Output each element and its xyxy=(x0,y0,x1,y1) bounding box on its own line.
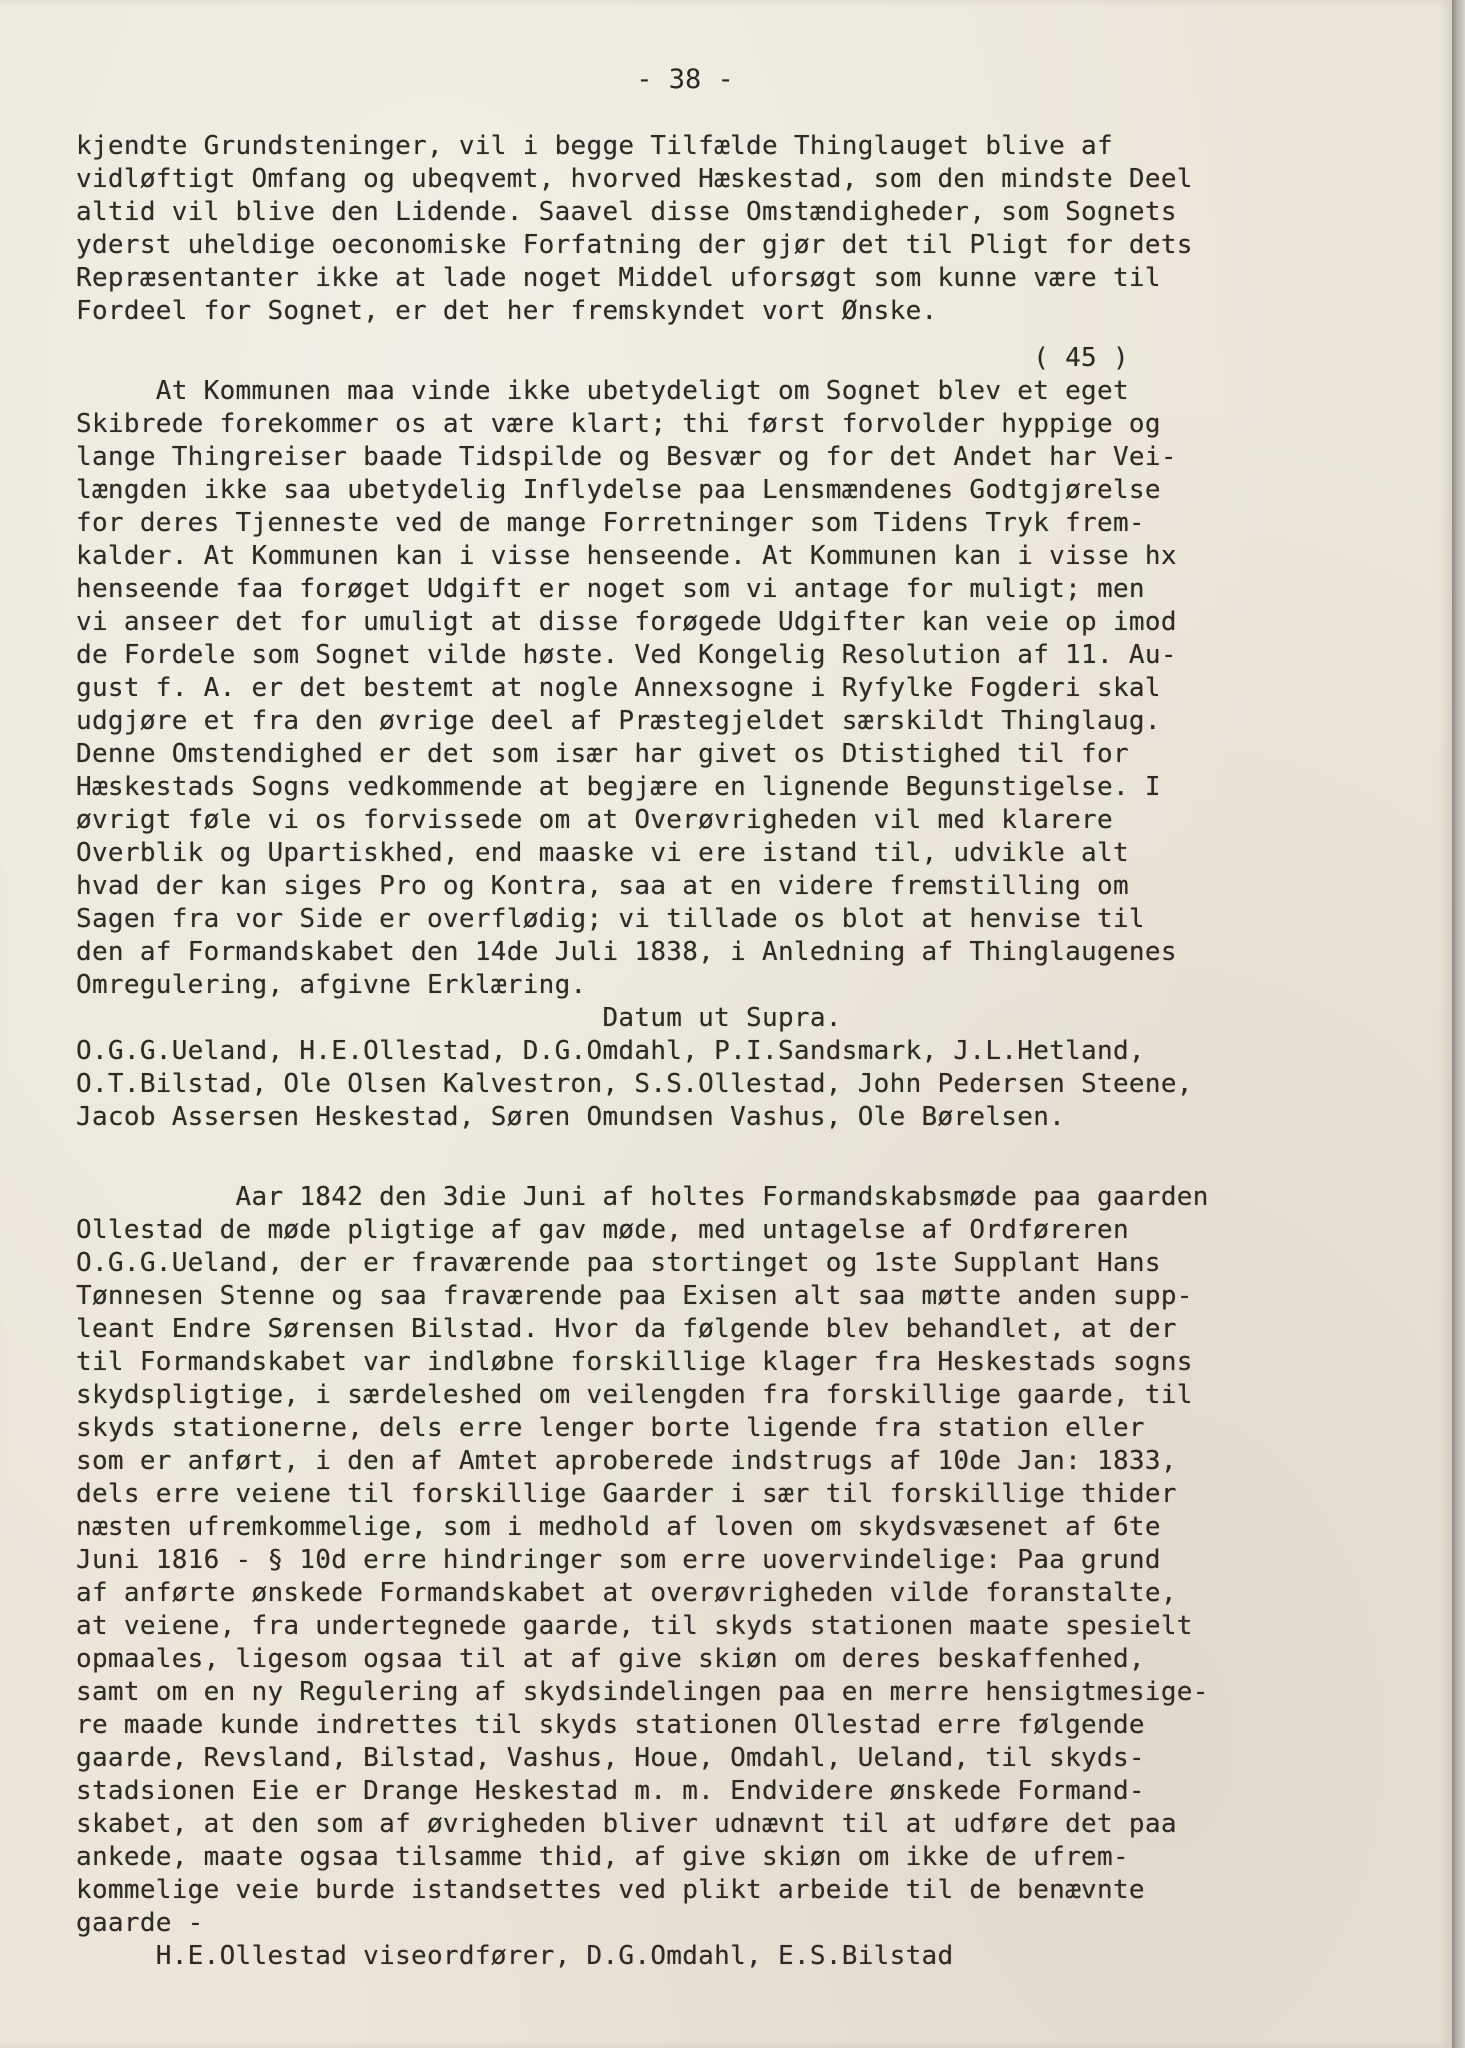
signature-block xyxy=(76,1002,1446,1134)
text-line: opmaales, ligesom ogsaa til at af give skiøn om deres beskaffenhed, xyxy=(76,1644,1145,1674)
text-line: hvad der kan siges Pro og Kontra, saa at en videre fremstilling om xyxy=(76,871,1129,901)
text-line: Repræsentanter ikke at lade noget Middel uforsøgt som kunne være til xyxy=(76,263,1161,293)
text-line: kommelige veie burde istandsettes ved plikt arbeide til de benævnte xyxy=(76,1875,1145,1905)
text-line: O.G.G.Ueland, der er fraværende paa stortinget og 1ste Supplant Hans xyxy=(76,1248,1161,1278)
final-signature-block xyxy=(76,1940,1446,1973)
text-line: Aar 1842 den 3die Juni af holtes Formandskabsmøde paa gaarden xyxy=(76,1182,1209,1212)
text-line: yderst uheldige oeconomiske Forfatning der gjør det til Pligt for dets xyxy=(76,230,1193,260)
signature-line: O.G.G.Ueland, H.E.Ollestad, D.G.Omdahl, P.I.Sandsmark, J.L.Hetland, xyxy=(76,1036,1145,1066)
text-line: Sagen fra vor Side er overflødig; vi tillade os blot at henvise til xyxy=(76,904,1145,934)
text-line: som er anført, i den af Amtet aproberede indstrugs af 10de Jan: 1833, xyxy=(76,1446,1177,1476)
text-line: re maade kunde indrettes til skyds stationen Ollestad erre følgende xyxy=(76,1710,1145,1740)
text-line: skydspligtige, i særdeleshed om veilengden fra forskillige gaarde, til xyxy=(76,1380,1193,1410)
text-line: for deres Tjenneste ved de mange Forretninger som Tidens Tryk frem- xyxy=(76,508,1145,538)
text-line: næsten ufremkommelige, som i medhold af loven om skydsvæsenet af 6te xyxy=(76,1512,1161,1542)
text-line: gaarde - xyxy=(76,1908,204,1938)
text-line: Ollestad de møde pligtige af gav møde, med untagelse af Ordføreren xyxy=(76,1215,1129,1245)
text-line: længden ikke saa ubetydelig Inflydelse paa Lensmændenes Godtgjørelse xyxy=(76,475,1161,505)
text-line: den af Formandskabet den 14de Juli 1838, i Anledning af Thinglaugenes xyxy=(76,937,1177,967)
text-line: udgjøre et fra den øvrige deel af Præstegjeldet særskildt Thinglaug. xyxy=(76,706,1161,736)
datum-line: Datum ut Supra. xyxy=(76,1003,842,1033)
text-line: kjendte Grundsteninger, vil i begge Tilfælde Thinglauget blive af xyxy=(76,131,1113,161)
text-line: Denne Omstendighed er det som især har givet os Dtistighed til for xyxy=(76,739,1129,769)
text-line: øvrigt føle vi os forvissede om at Overøvrigheden vil med klarere xyxy=(76,805,1113,835)
text-line: Skibrede forekommer os at være klart; thi først forvolder hyppige og xyxy=(76,409,1161,439)
text-line: samt om en ny Regulering af skydsindelingen paa en merre hensigtmesige- xyxy=(76,1677,1209,1707)
document-body xyxy=(76,130,1446,1973)
page-edge xyxy=(1452,0,1465,2048)
text-line: leant Endre Sørensen Bilstad. Hvor da følgende blev behandlet, at der xyxy=(76,1314,1177,1344)
text-line: kalder. At Kommunen kan i visse henseende. At Kommunen kan i visse hx xyxy=(76,541,1177,571)
paragraph-kommunen xyxy=(76,342,1446,1002)
page-number: - 38 - xyxy=(636,64,734,95)
spacer xyxy=(76,1167,1446,1181)
spacer xyxy=(76,328,1446,342)
text-line: skyds stationerne, dels erre lenger borte ligende fra station eller xyxy=(76,1413,1145,1443)
text-line: altid vil blive den Lidende. Saavel disse Omstændigheder, som Sognets xyxy=(76,197,1177,227)
text-line: henseende faa forøget Udgift er noget som vi antage for muligt; men xyxy=(76,574,1145,604)
signature-line: O.T.Bilstad, Ole Olsen Kalvestron, S.S.Ollestad, John Pedersen Steene, xyxy=(76,1069,1193,1099)
text-line: Omregulering, afgivne Erklæring. xyxy=(76,970,587,1000)
text-line: lange Thingreiser baade Tidspilde og Besvær og for det Andet har Vei- xyxy=(76,442,1177,472)
text-line: til Formandskabet var indløbne forskillige klager fra Heskestads sogns xyxy=(76,1347,1193,1377)
text-line: Tønnesen Stenne og saa fraværende paa Exisen alt saa møtte anden supp- xyxy=(76,1281,1193,1311)
text-line: vi anseer det for umuligt at disse forøgede Udgifter kan veie op imod xyxy=(76,607,1177,637)
text-line: Overblik og Upartiskhed, end maaske vi ere istand til, udvikle alt xyxy=(76,838,1129,868)
paragraph-intro xyxy=(76,130,1446,328)
text-line: gust f. A. er det bestemt at nogle Annexsogne i Ryfylke Fogderi skal xyxy=(76,673,1161,703)
text-line: stadsionen Eie er Drange Heskestad m. m. Endvidere ønskede Formand- xyxy=(76,1776,1145,1806)
text-line: ankede, maate ogsaa tilsamme thid, af give skiøn om ikke de ufrem- xyxy=(76,1842,1129,1872)
signature-line: Jacob Assersen Heskestad, Søren Omundsen Vashus, Ole Børelsen. xyxy=(76,1102,1066,1132)
signature-line: H.E.Ollestad viseordfører, D.G.Omdahl, E.S.Bilstad xyxy=(76,1941,954,1971)
paragraph-1842 xyxy=(76,1181,1446,1940)
text-line: de Fordele som Sognet vilde høste. Ved Kongelig Resolution af 11. Au- xyxy=(76,640,1177,670)
text-line: At Kommunen maa vinde ikke ubetydeligt om Sognet blev et eget xyxy=(76,376,1129,406)
text-line: skabet, at den som af øvrigheden bliver udnævnt til at udføre det paa xyxy=(76,1809,1177,1839)
section-marker: ( 45 ) xyxy=(76,343,1129,373)
text-line: Juni 1816 - § 10d erre hindringer som erre uovervindelige: Paa grund xyxy=(76,1545,1161,1575)
text-line: gaarde, Revsland, Bilstad, Vashus, Houe, Omdahl, Ueland, til skyds- xyxy=(76,1743,1145,1773)
text-line: Fordeel for Sognet, er det her fremskyndet vort Ønske. xyxy=(76,296,938,326)
text-line: at veiene, fra undertegnede gaarde, til skyds stationen maate spesielt xyxy=(76,1611,1193,1641)
text-line: af anførte ønskede Formandskabet at overøvrigheden vilde foranstalte, xyxy=(76,1578,1177,1608)
spacer xyxy=(76,1134,1446,1167)
text-line: Hæskestads Sogns vedkommende at begjære en lignende Begunstigelse. I xyxy=(76,772,1161,802)
text-line: dels erre veiene til forskillige Gaarder i sær til forskillige thider xyxy=(76,1479,1177,1509)
text-line: vidløftigt Omfang og ubeqvemt, hvorved Hæskestad, som den mindste Deel xyxy=(76,164,1193,194)
